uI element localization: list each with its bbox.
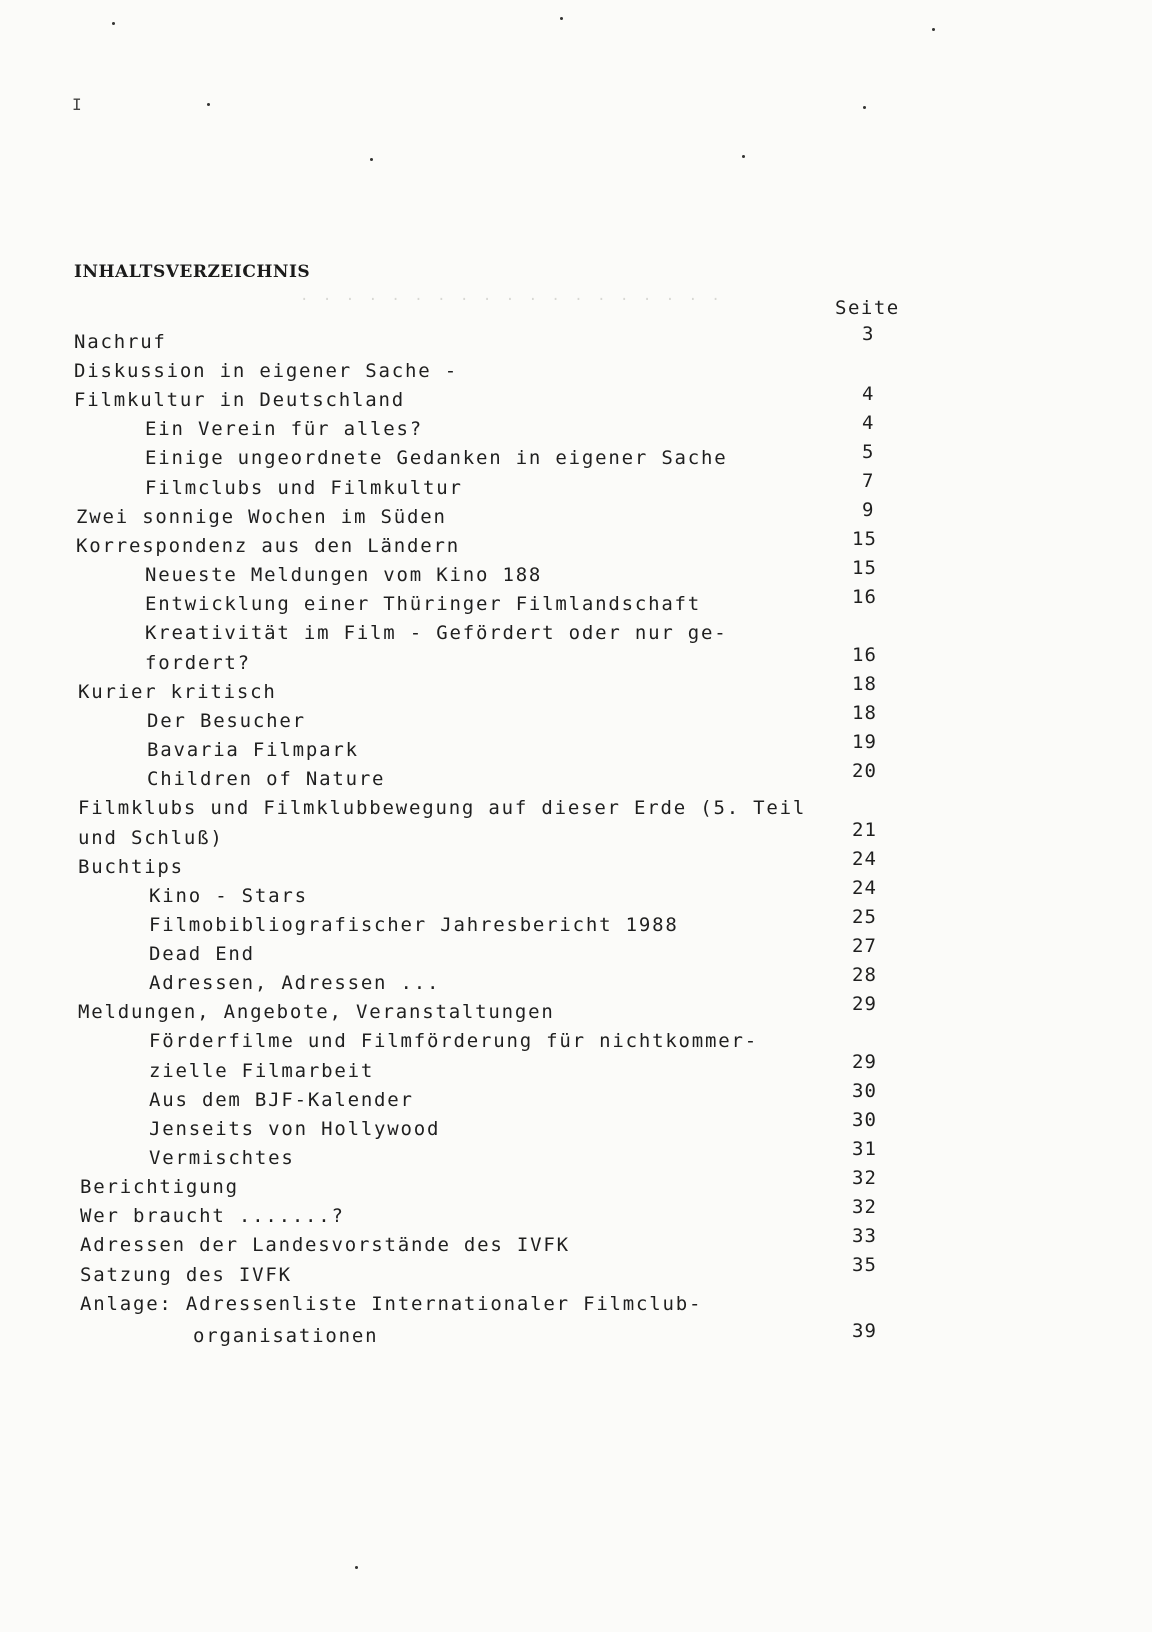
toc-entry-page: 30	[852, 1109, 877, 1131]
toc-entry-title: Bavaria Filmpark	[147, 739, 359, 761]
toc-entry-page: 25	[852, 906, 877, 928]
toc-entry-page: 24	[852, 877, 877, 899]
toc-entry-page: 5	[862, 441, 875, 463]
toc-entry-page: 3	[862, 323, 875, 345]
toc-entry-title: organisationen	[193, 1325, 379, 1347]
toc-entry-title: Korrespondenz aus den Ländern	[76, 535, 460, 557]
toc-entry-title: Neueste Meldungen vom Kino 188	[145, 564, 543, 586]
toc-entry-page: 28	[852, 964, 877, 986]
page-title: INHALTSVERZEICHNIS	[74, 262, 311, 282]
toc-entry-page: 21	[852, 819, 877, 841]
toc-entry-page: 29	[852, 1051, 877, 1073]
toc-entry-title: Adressen der Landesvorstände des IVFK	[80, 1234, 570, 1256]
toc-entry-page: 35	[852, 1254, 877, 1276]
toc-entry-page: 15	[852, 528, 877, 550]
page-marker: I	[72, 95, 82, 114]
toc-entry-page: 19	[852, 731, 877, 753]
toc-entry-title: Zwei sonnige Wochen im Süden	[76, 506, 447, 528]
toc-entry-page: 32	[852, 1167, 877, 1189]
toc-entry-page: 33	[852, 1225, 877, 1247]
toc-entry-page: 30	[852, 1080, 877, 1102]
toc-entry-page: 20	[852, 760, 877, 782]
toc-entry-page: 32	[852, 1196, 877, 1218]
toc-entry-page: 7	[862, 470, 875, 492]
toc-entry-page: 4	[862, 383, 875, 405]
toc-entry-page: 39	[852, 1320, 877, 1342]
toc-entry-title: Adressen, Adressen ...	[149, 972, 441, 994]
toc-entry-title: Entwicklung einer Thüringer Filmlandschaft	[145, 593, 702, 615]
toc-entry-page: 31	[852, 1138, 877, 1160]
toc-entry-title: Children of Nature	[147, 768, 386, 790]
toc-entry-page: 4	[862, 412, 875, 434]
toc-entry-title: Wer braucht .......?	[80, 1205, 345, 1227]
toc-entry-page: 18	[852, 702, 877, 724]
toc-entry-title: zielle Filmarbeit	[149, 1060, 375, 1082]
toc-entry-title: Anlage: Adressenliste Internationaler Filmclub-	[80, 1293, 703, 1315]
toc-entry-page: 15	[852, 557, 877, 579]
toc-entry-title: Satzung des IVFK	[80, 1264, 292, 1286]
toc-entry-page: 18	[852, 673, 877, 695]
toc-entry-title: Kreativität im Film - Gefördert oder nur ge-	[145, 622, 728, 644]
toc-entry-title: Vermischtes	[149, 1147, 295, 1169]
toc-entry-title: Nachruf	[74, 331, 167, 353]
toc-entry-title: Der Besucher	[147, 710, 306, 732]
toc-entry-page: 9	[862, 499, 875, 521]
toc-entry-title: Dead End	[149, 943, 255, 965]
toc-entry-page: 16	[852, 644, 877, 666]
toc-entry-title: fordert?	[145, 652, 251, 674]
toc-entry-title: Jenseits von Hollywood	[149, 1118, 441, 1140]
toc-entry-title: Diskussion in eigener Sache -	[74, 360, 458, 382]
toc-entry-title: Buchtips	[78, 856, 184, 878]
toc-entry-title: Kino - Stars	[149, 885, 308, 907]
toc-entry-title: und Schluß)	[78, 827, 224, 849]
toc-entry-title: Kurier kritisch	[78, 681, 277, 703]
toc-entry-title: Filmkultur in Deutschland	[74, 389, 405, 411]
toc-entry-title: Filmobibliografischer Jahresbericht 1988	[149, 914, 679, 936]
toc-entry-title: Einige ungeordnete Gedanken in eigener Sache	[145, 447, 728, 469]
toc-entry-title: Filmklubs und Filmklubbewegung auf dieser Erde (5. Teil	[78, 797, 807, 819]
document-page: I · · · · · · · · · · · · · · · · · · · INHALTSVERZEICHNIS Seite Nachruf 3 Diskussion in eigener Sache - Filmkultur in Deutschland 4 Ein Verein für alles? 4 Einige ungeordnete Gedanken in eigener Sache 5 Filmclubs und Filmkultur 7 Zwei sonnige Wochen im Süden 9 Korrespondenz aus den Ländern 15 Neueste Meldungen vom Kino 188 15 Entwicklung einer Thüringer Filmlandschaft 16 Kreativität im Film - Gefördert oder nur ge- fordert? 16 Kurier kritisch 18 Der Besucher 18 Bavaria Filmpark 19 Children of Nature 20 Filmklubs und Filmklubbewegung auf dieser Erde (5. Teil und Schluß) 21 Buchtips 24 Kino - Stars 24 Filmobibliografischer Jahresbericht 1988 25 Dead End 27 Adressen, Adressen ... 28 Meldungen, Angebote, Veranstaltungen 29 Förderfilme und Filmförderung für nichtkommer- zielle Filmarbeit 29 Aus dem BJF-Kalender 30 Jenseits von Hollywood 30 Vermischtes 31 Berichtigung 32 Wer braucht .......? 32 Adressen der Landesvorstände des IVFK 33 Satzung des IVFK 35 Anlage: Adressenliste Internationaler Filmclub- organisationen 39	[0, 0, 1152, 1632]
toc-entry-title: Filmclubs und Filmkultur	[145, 477, 463, 499]
toc-entry-page: 27	[852, 935, 877, 957]
toc-entry-title: Ein Verein für alles?	[145, 418, 424, 440]
toc-entry-title: Berichtigung	[80, 1176, 239, 1198]
toc-entry-page: 24	[852, 848, 877, 870]
toc-entry-title: Meldungen, Angebote, Veranstaltungen	[78, 1001, 555, 1023]
toc-entry-page: 16	[852, 586, 877, 608]
page-column-label: Seite	[835, 297, 900, 319]
toc-entry-title: Aus dem BJF-Kalender	[149, 1089, 414, 1111]
toc-entry-page: 29	[852, 993, 877, 1015]
toc-entry-title: Förderfilme und Filmförderung für nichtkommer-	[149, 1030, 758, 1052]
